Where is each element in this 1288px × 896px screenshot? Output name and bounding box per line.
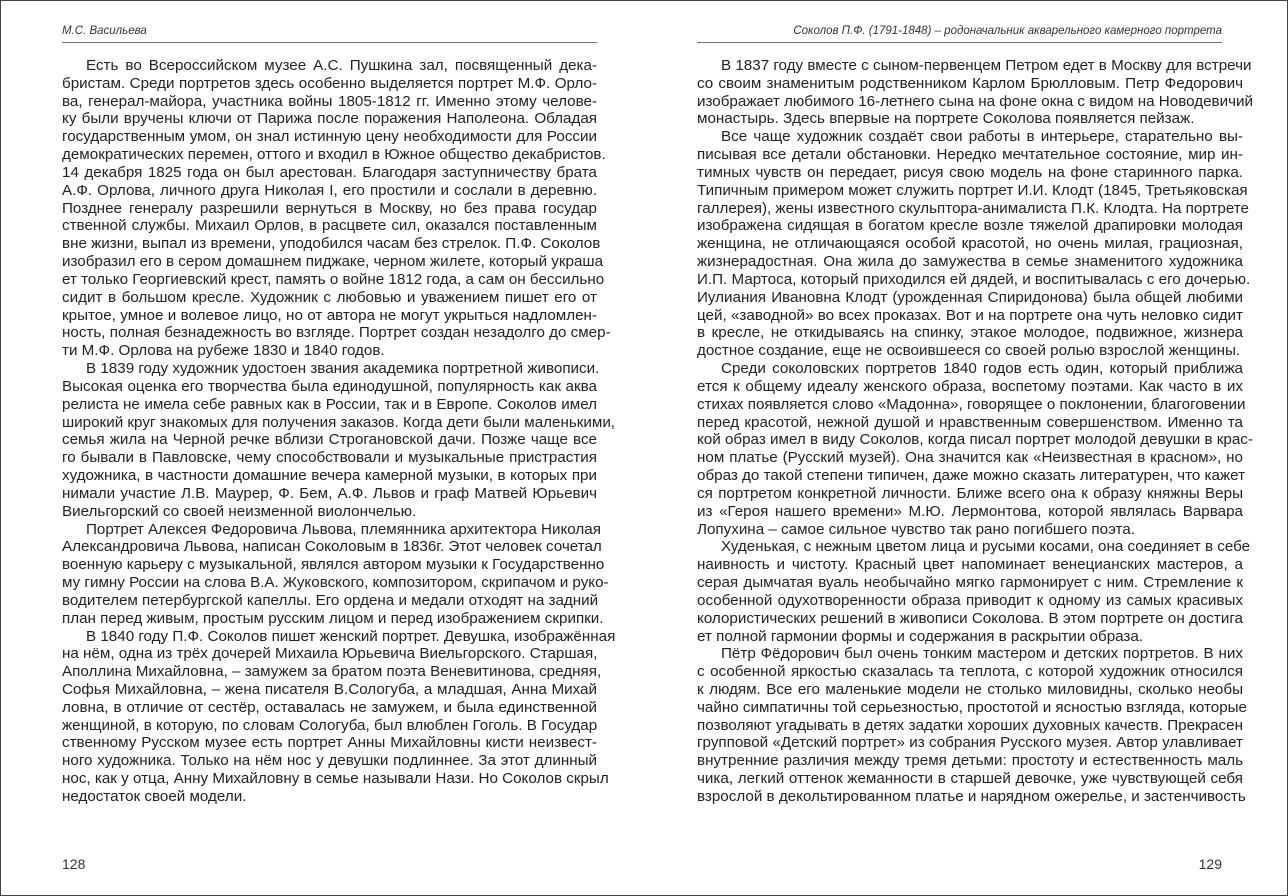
- text-line: релиста не имела себе равных как в России, так и в Европе. Соколов имел: [62, 395, 597, 413]
- text-line: кой образ имел в виду Соколов, когда писал портрет молодой девушки в крас-: [697, 431, 1253, 449]
- text-line: Софья Михайловна, – жена писателя В.Сологуба, а младшая, Анна Михай: [62, 680, 597, 698]
- text-line: план перед живым, простым русским лицом и перед изображением скрипки.: [62, 609, 604, 627]
- text-line: Типичным примером может служить портрет И.И. Клодт (1845, Третьяковская: [697, 181, 1248, 199]
- text-line: образ до такой степени типичен, даже можно сказать литературен, что кажет: [697, 467, 1246, 485]
- text-line: изображает любимого 16-летнего сына на фоне окна с видом на Новодевичий: [697, 92, 1253, 110]
- text-line: позволяют угадывать в детях задатки хороших духовных качеств. Прекрасен: [697, 716, 1243, 734]
- text-line: демократических перемен, оттого и входил в Южное общество декабристов.: [62, 146, 606, 164]
- text-line: ловна, в отличие от сестёр, оставалась не замужем, и была единственной: [62, 698, 597, 716]
- text-line: нос, как у отца, Анну Михайловну в семье называли Нази. Но Соколов скрыл: [62, 770, 609, 788]
- text-line: чика, легкий оттенок жеманности в старшей девочке, уже чувствующей себя: [697, 770, 1243, 788]
- paragraph: [62, 57, 611, 360]
- text-line: цей, «заводной» во всех проказах. Вот и на портрете она чуть неловко сидит: [697, 306, 1243, 324]
- text-line: ется к общему идеалу женского образа, воспетому поэтами. Как часто в их: [697, 377, 1243, 395]
- text-line: внутренние различия между тремя детьми: простоту и естественность маль: [697, 752, 1243, 770]
- text-line: Аполлина Михайловна, – замужем за братом поэта Веневитинова, средняя,: [62, 663, 602, 681]
- text-line: му гимну России на слова В.А. Жуковского, композитором, скрипачом и руко-: [62, 574, 609, 592]
- running-head-chapter-title: Соколов П.Ф. (1791-1848) – родоначальник акварельного камерного портрета: [793, 25, 1222, 37]
- page-body: [697, 57, 1253, 806]
- text-line: 14 декабря 1825 года он был арестован. Благодаря заступничеству брата: [62, 163, 597, 181]
- text-line: достное создание, еще не освоившееся со своей ролью взрослой женщины.: [697, 342, 1241, 360]
- text-line: к людям. Все его маленькие модели не столько миловидны, сколько необы: [697, 680, 1243, 698]
- paragraph: [697, 538, 1251, 645]
- text-line: монастырь. Здесь впервые на портрете Соколова появляется пейзаж.: [697, 110, 1195, 128]
- header-rule: [62, 42, 597, 43]
- header-rule: [697, 42, 1222, 43]
- text-line: со своим знаменитым родственником Карлом Брюлловым. Петр Федорович: [697, 74, 1243, 92]
- text-line: изобразил его в сером домашнем пиджаке, черном жилете, который украша: [62, 253, 604, 271]
- text-line: военную карьеру с музыкальной, являлся автором музыки к Государственно: [62, 556, 605, 574]
- left-page: [62, 0, 616, 896]
- paragraph: [697, 360, 1253, 538]
- paragraph: [62, 627, 616, 806]
- text-line: Высокая оценка его творчества была единодушной, популярность как аква: [62, 377, 597, 395]
- paragraph: [62, 520, 609, 628]
- text-line: изображена сидящая в богатом кресле возле тяжелой драпировки молодая: [697, 217, 1243, 235]
- text-line: ся портретом конкретной личности. Ближе всего она к образу княжны Веры: [697, 484, 1243, 502]
- text-line: го бывали в Павловске, чему способствовали и музыкальные пристрастия: [62, 449, 597, 467]
- text-line: художника, в частности домашние вечера камерной музыки, в которых при: [62, 467, 597, 485]
- text-line: наивность и чистоту. Красный цвет напоминает венецианских мастеров, а: [697, 556, 1243, 574]
- text-line: чайно симпатичны той серьезностью, простотой и ясностью взгляда, которые: [697, 698, 1248, 716]
- text-line: в кресле, не откидываясь на спинку, этакое молодое, подвижное, жизнера: [697, 324, 1243, 342]
- text-line: взрослой в декольтированном платье и нарядном ожерелье, и застенчивость: [697, 787, 1246, 805]
- text-line: ность, полная безнадежность во взгляде. Портрет создан незадолго до смер-: [62, 324, 611, 342]
- text-line: ку были вручены ключи от Парижа после поражения Наполеона. Обладая: [62, 110, 597, 128]
- text-line: тимных чувств он передает, рисуя свою модель на фоне старинного парка.: [697, 163, 1243, 181]
- running-head-author: М.С. Васильева: [62, 25, 147, 37]
- text-line: ном платье (Русский музей). Она значится как «Неизвестная в красном», но: [697, 449, 1243, 467]
- text-line: бристам. Среди портретов здесь особенно выделяется портрет М.Ф. Орло-: [62, 74, 597, 92]
- paragraph: [697, 57, 1253, 128]
- text-line: водителем петербургской капеллы. Его ордена и медали отходят на задний: [62, 591, 599, 609]
- text-line: колористических решений в живописи Соколова. В этом портрете он достига: [697, 609, 1243, 627]
- text-line: ти М.Ф. Орлова на рубеже 1830 и 1840 годов.: [62, 342, 385, 360]
- text-line: из «Героя нашего времени» М.Ю. Лермонтова, которой являлась Варвара: [697, 502, 1243, 520]
- text-line: недостаток своей модели.: [62, 787, 247, 805]
- text-line: на нём, одна из трёх дочерей Михаила Юрьевича Виельгорского. Старшая,: [62, 645, 598, 663]
- text-line: жизнерадостная. Она жила до замужества в семье знаменитого художника: [697, 253, 1243, 271]
- text-line: В 1839 году художник удостоен звания академика портретной живописи.: [86, 360, 600, 378]
- text-line: Худенькая, с нежным цветом лица и русыми косами, она соединяет в себе: [721, 538, 1251, 556]
- text-line: Позднее генералу разрешили вернуться в Москву, но без права государ: [62, 199, 597, 217]
- text-line: Пётр Фёдорович был очень тонким мастером и детских портретов. В них: [721, 645, 1243, 663]
- text-line: галлерея), жены известного скульптора-анималиста П.К. Клодта. На портрете: [697, 199, 1249, 217]
- text-line: писывая все детали обстановки. Нередко мечтательное состояние, мир ин-: [697, 146, 1243, 164]
- text-line: стихах появляется слово «Мадонна», говорящее о поклонении, благоговении: [697, 395, 1246, 413]
- text-line: ет полной гармонии формы и содержания в раскрытии образа.: [697, 627, 1144, 645]
- text-line: вне жизни, выпал из времени, уподобился часам без стрелок. П.Ф. Соколов: [62, 235, 601, 253]
- page-body: [62, 57, 616, 806]
- text-line: перед красотой, нежной душой и нравственным совершенством. Именно та: [697, 413, 1243, 431]
- text-line: особенной одухотворенности образа приводит к одному из самых красивых: [697, 591, 1243, 609]
- text-line: Среди соколовских портретов 1840 годов есть один, который приближа: [721, 360, 1243, 378]
- paragraph: [62, 360, 616, 520]
- text-line: ственному Русском музее есть портрет Анны Михайловны кисти неизвест-: [62, 734, 597, 752]
- paragraph: [697, 645, 1248, 805]
- text-line: Есть во Всероссийском музее А.С. Пушкина зал, посвященный дека-: [86, 57, 597, 74]
- text-line: Лопухина – самое сильное чувство так рано погибшего поэта.: [697, 520, 1135, 538]
- text-line: государственным умом, он знал истинную цену необходимости для России: [62, 128, 597, 146]
- text-line: Иулиания Ивановна Клодт (урожденная Спиридонова) была общей любими: [697, 288, 1243, 306]
- text-line: Александровича Львова, написан Соколовым в 1836г. Этот человек сочетал: [62, 538, 602, 556]
- text-line: крытое, умное и волевое лицо, но от автора не могут укрыться надломлен-: [62, 306, 597, 324]
- page-number: 129: [1198, 856, 1222, 872]
- text-line: групповой «Детский портрет» из собрания Русского музея. Автор улавливает: [697, 734, 1243, 752]
- text-line: ет только Георгиевский крест, память о войне 1812 года, а сам он бессильно: [62, 270, 605, 288]
- text-line: В 1837 году вместе с сыном-первенцем Петром едет в Москву для встречи: [721, 57, 1252, 74]
- text-line: Все чаще художник создаёт свои работы в интерьере, старательно вы-: [721, 128, 1243, 146]
- text-line: В 1840 году П.Ф. Соколов пишет женский портрет. Девушка, изображённая: [86, 627, 616, 645]
- text-line: женщина, не отличающаяся особой красотой, но очень милая, грациозная,: [697, 235, 1243, 253]
- text-line: Виельгорский со своей неизменной виолончелью.: [62, 502, 417, 520]
- paragraph: [697, 128, 1251, 360]
- right-page: [697, 0, 1253, 896]
- text-line: с особенной яркостью сказалась та теплота, с которой художник относился: [697, 663, 1243, 681]
- text-line: А.Ф. Орлова, личного друга Николая I, его простили и сослали в деревню.: [62, 181, 597, 199]
- text-line: нимали участие Л.В. Маурер, Ф. Бем, А.Ф. Львов и граф Матвей Юрьевич: [62, 484, 597, 502]
- text-line: И.П. Мартоса, который приходился ей дядей, и воспитывалась с его дочерью.: [697, 270, 1251, 288]
- text-line: ного художника. Только на нём нос у девушки подлиннее. За этот длинный: [62, 752, 597, 770]
- text-line: широкий круг знакомых для получения заказов. Когда дети были маленькими,: [62, 413, 616, 431]
- text-line: серая дымчатая вуаль необычайно мягко гармонирует с ним. Стремление к: [697, 574, 1243, 592]
- text-line: Портрет Алексея Федоровича Львова, племянника архитектора Николая: [86, 520, 601, 538]
- text-line: ва, генерал-майора, участника войны 1805-1812 гг. Именно этому челове-: [62, 92, 597, 110]
- text-line: сидит в большом кресле. Художник с любовью и уважением пишет его от: [62, 288, 597, 306]
- text-line: ственной службы. Михаил Орлов, в расцвете сил, оказался поставленным: [62, 217, 597, 235]
- text-line: семья жила на Черной речке вблизи Строгановской дачи. Позже чаще все: [62, 431, 597, 449]
- text-line: женщиной, в которую, по словам Сологуба, был влюблен Гоголь. В Государ: [62, 716, 598, 734]
- page-number: 128: [62, 856, 86, 872]
